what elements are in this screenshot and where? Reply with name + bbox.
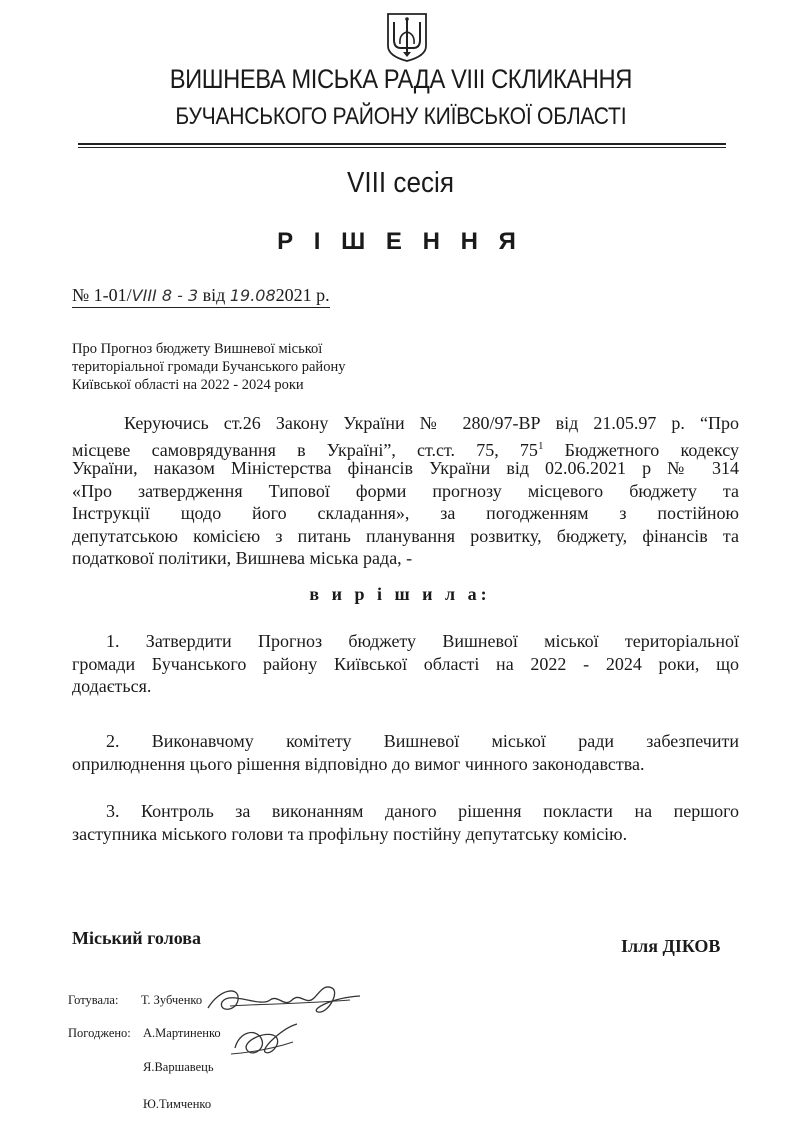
header-divider-thin (78, 147, 726, 148)
subject-line: територіальної громади Бучанського району (72, 359, 346, 375)
prepared-name: Т. Зубченко (141, 993, 203, 1007)
prepared-label: Готувала: (68, 993, 119, 1007)
document-type: Р І Ш Е Н Н Я (277, 228, 523, 255)
preamble-line (72, 435, 739, 458)
resolution-item-2 (72, 730, 739, 775)
item-line: 1. Затвердити Прогноз бюджету Вишневої міської територіальної (106, 631, 739, 651)
session-title: VIII сесія (347, 167, 454, 199)
number-from: від (202, 285, 226, 305)
decision-subject (72, 340, 392, 394)
agreed-label: Погоджено: (68, 1026, 131, 1040)
preamble (72, 412, 739, 570)
decision-number (72, 285, 330, 308)
item-line: 2. Виконавчому комітету Вишневої міської ради забезпечити (106, 731, 739, 751)
handwritten-date: 19.08 (229, 286, 276, 305)
item-line: громади Бучанського району Київської області на 2022 - 2024 роки, що (72, 653, 739, 674)
signature-martynenko (225, 1018, 305, 1063)
subject-line: Київської області на 2022 - 2024 роки (72, 377, 304, 393)
preamble-line: Інструкції щодо його складання», за погодженням з постійною (72, 503, 739, 523)
preamble-line: України, наказом Міністерства фінансів України від 02.06.2021 р № 314 (72, 458, 739, 478)
item-line: 3. Контроль за виконанням даного рішення покласти на першого (106, 801, 739, 821)
number-year: 2021 р. (275, 285, 330, 305)
agreed-name: Я.Варшавець (143, 1060, 214, 1074)
superscript: 1 (537, 439, 544, 452)
trident-coat-of-arms-icon (385, 12, 429, 62)
signature-zubchenko (200, 978, 365, 1023)
council-title: ВИШНЕВА МІСЬКА РАДА VIII СКЛИКАННЯ (169, 64, 632, 94)
preamble-line: «Про затвердження Типової форми прогнозу місцевого бюджету та (72, 480, 739, 501)
item-line: заступника міського голови та профільну постійну депутатську комісію. (72, 823, 628, 844)
preamble-text: Бюджетного кодексу (543, 439, 739, 460)
resolved-heading: в и р і ш и л а: (309, 584, 491, 604)
item-line: додається. (72, 676, 152, 696)
resolution-item-1 (72, 630, 739, 698)
preamble-text: місцеве самоврядування в Україні”, ст.ст. 75, 75 (72, 439, 538, 460)
resolution-item-3 (72, 800, 739, 845)
mayor-title: Міський голова (72, 928, 201, 948)
preamble-line: депутатською комісією з питань планування розвитку, бюджету, фінансів та (72, 525, 739, 546)
handwritten-number: VIII 8 - 3 (131, 286, 199, 305)
preamble-line: податкової політики, Вишнева міська рада, - (72, 548, 413, 568)
subject-line: Про Прогноз бюджету Вишневої міської (72, 341, 323, 357)
agreed-name: А.Мартиненко (143, 1026, 221, 1040)
district-title: БУЧАНСЬКОГО РАЙОНУ КИЇВСЬКОЇ ОБЛАСТІ (175, 103, 627, 130)
item-line: оприлюднення цього рішення відповідно до вимог чинного законодавства. (72, 753, 645, 774)
preamble-line: Керуючись ст.26 Закону України № 280/97-ВР від 21.05.97 р. “Про (124, 413, 739, 433)
mayor-name: Ілля ДІКОВ (621, 936, 721, 956)
header-divider-thick (78, 143, 726, 145)
agreed-name: Ю.Тимченко (143, 1097, 212, 1111)
number-prefix: № 1-01/ (72, 285, 132, 305)
